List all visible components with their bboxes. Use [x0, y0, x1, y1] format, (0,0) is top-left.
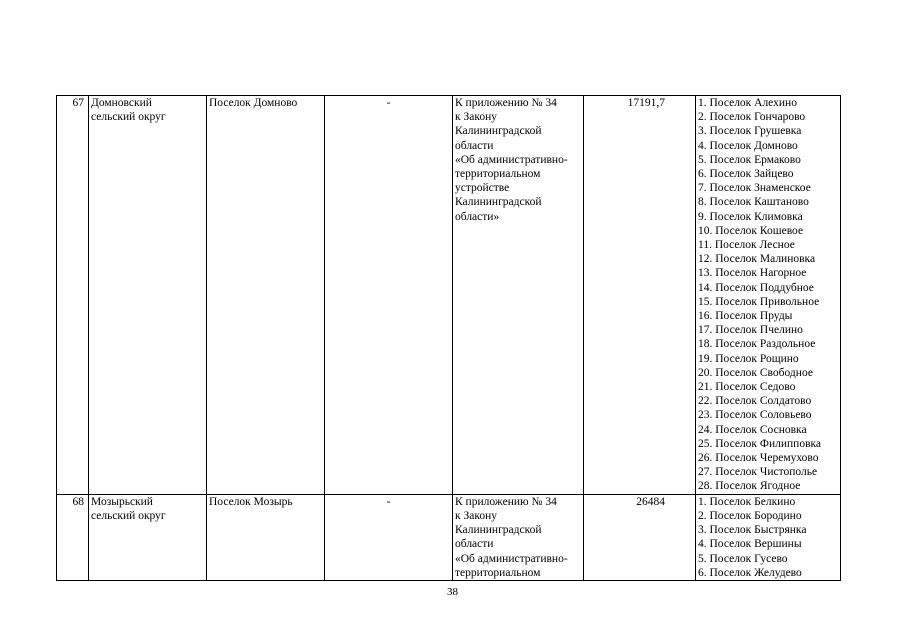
settlement-item: 5. Поселок Ермаково — [698, 153, 801, 166]
settlement-item: 12. Поселок Малиновка — [698, 253, 816, 266]
row-number: 67 — [72, 97, 84, 109]
settlement-item: 1. Поселок Белкино — [698, 495, 796, 508]
admin-center: Поселок Домново — [209, 97, 298, 109]
settlement-item: 2. Поселок Гончарово — [698, 111, 806, 124]
admin-center-cell — [207, 494, 325, 580]
district-name-cell — [89, 494, 207, 580]
settlement-item: 21. Поселок Седово — [698, 381, 796, 394]
law-reference-line: Калининградской — [455, 524, 542, 537]
settlement-item: 11. Поселок Лесное — [698, 239, 795, 252]
district-name-line: сельский округ — [91, 111, 166, 124]
district-name-line: Мозырьский — [91, 495, 153, 508]
settlement-item: 25. Поселок Филипповка — [698, 437, 822, 450]
settlement-item: 19. Поселок Рощино — [698, 352, 799, 365]
settlement-item: 7. Поселок Знаменское — [698, 182, 811, 195]
district-name-line: Домновский — [91, 97, 152, 109]
settlement-item: 14. Поселок Поддубное — [698, 281, 814, 294]
settlement-item: 28. Поселок Ягодное — [698, 480, 801, 493]
settlement-item: 9. Поселок Климовка — [698, 210, 803, 223]
settlement-item: 3. Поселок Грушевка — [698, 125, 802, 138]
settlement-item: 3. Поселок Быстрянка — [698, 524, 807, 537]
settlement-item: 18. Поселок Раздольное — [698, 338, 816, 351]
area-cell — [584, 96, 696, 495]
law-reference-line: к Закону — [455, 111, 497, 124]
area-value: 17191,7 — [627, 97, 665, 109]
law-reference-line: территориальном — [455, 168, 541, 181]
row-number-cell — [57, 96, 89, 495]
settlement-item: 20. Поселок Свободное — [698, 366, 813, 379]
settlement-item: 27. Поселок Чистополье — [698, 466, 818, 479]
law-reference-line: области» — [455, 210, 500, 223]
settlement-item: 10. Поселок Кошевое — [698, 224, 804, 237]
settlement-item: 26. Поселок Черемухово — [698, 452, 819, 465]
settlement-item: 4. Поселок Вершины — [698, 538, 802, 551]
page-number: 38 — [447, 586, 458, 598]
law-reference-line: к Закону — [455, 509, 497, 522]
settlement-item: 1. Поселок Алехино — [698, 97, 797, 109]
row-number: 68 — [72, 495, 84, 508]
settlements-list-cell — [696, 494, 841, 580]
empty-value-dash: - — [386, 97, 391, 109]
district-name-line: сельский округ — [91, 509, 166, 522]
settlement-item: 2. Поселок Бородино — [698, 509, 802, 522]
law-reference-line: К приложению № 34 — [455, 97, 557, 109]
law-reference-line: «Об административно- — [455, 552, 568, 565]
district-name-cell — [89, 96, 207, 495]
law-reference-line: территориальном — [455, 566, 541, 579]
settlement-item: 24. Поселок Сосновка — [698, 423, 807, 436]
area-value: 26484 — [636, 495, 665, 508]
law-reference-cell — [453, 96, 584, 495]
settlement-item: 8. Поселок Каштаново — [698, 196, 809, 209]
law-reference-line: Калининградской — [455, 125, 542, 138]
table-row — [57, 96, 841, 495]
row-number-cell — [57, 494, 89, 580]
settlement-item: 6. Поселок Желудево — [698, 566, 802, 579]
settlement-item: 15. Поселок Привольное — [698, 295, 820, 308]
law-reference-line: К приложению № 34 — [455, 495, 557, 508]
settlement-item: 4. Поселок Домново — [698, 139, 798, 152]
settlement-item: 13. Поселок Нагорное — [698, 267, 807, 280]
law-reference-cell — [453, 494, 584, 580]
law-reference-line: «Об административно- — [455, 153, 568, 166]
settlement-item: 16. Поселок Пруды — [698, 310, 793, 323]
admin-center: Поселок Мозырь — [209, 495, 293, 508]
law-reference-line: области — [455, 139, 494, 152]
settlement-item: 22. Поселок Солдатово — [698, 395, 812, 408]
law-reference-line: устройстве — [455, 182, 510, 195]
table-row — [57, 494, 841, 580]
document-table — [56, 95, 841, 581]
law-reference-line: области — [455, 538, 494, 551]
empty-value-cell — [325, 494, 453, 580]
settlement-item: 6. Поселок Зайцево — [698, 168, 794, 181]
settlement-item: 5. Поселок Гусево — [698, 552, 788, 565]
empty-value-dash: - — [386, 495, 391, 508]
empty-value-cell — [325, 96, 453, 495]
settlement-item: 23. Поселок Соловьево — [698, 409, 812, 422]
area-cell — [584, 494, 696, 580]
admin-center-cell — [207, 96, 325, 495]
settlement-item: 17. Поселок Пчелино — [698, 324, 803, 337]
settlements-list-cell — [696, 96, 841, 495]
law-reference-line: Калининградской — [455, 196, 542, 209]
